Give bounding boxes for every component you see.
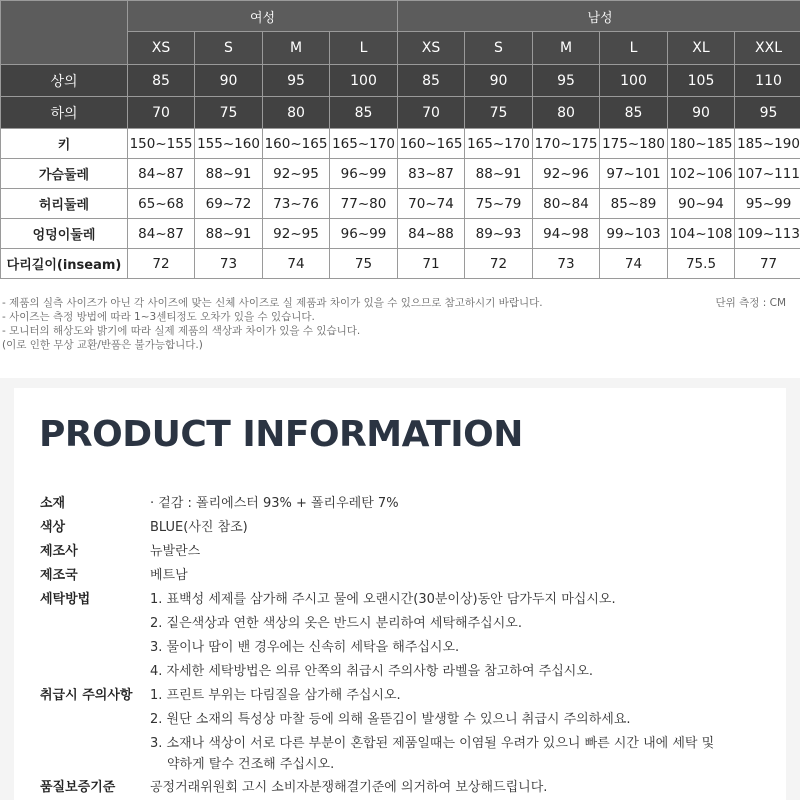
- size-table: [0, 0, 800, 279]
- table-row: [1, 249, 800, 279]
- table-cell: 180~185: [668, 129, 735, 159]
- women-header: 여성: [128, 1, 398, 32]
- row-label: 가슴둘레: [1, 159, 128, 189]
- table-cell: 90: [668, 97, 735, 129]
- row-label: 하의: [1, 97, 128, 129]
- table-cell: 185~190: [735, 129, 800, 159]
- size-header: S: [195, 32, 263, 65]
- info-label: 세탁방법: [40, 592, 91, 607]
- washing-line: 2. 짙은색상과 연한 색상의 옷은 반드시 분리하여 세탁해주십시오.: [150, 616, 522, 631]
- info-label: 색상: [40, 520, 66, 535]
- row-label: 키: [1, 129, 128, 159]
- caution-line: 약하게 탈수 건조해 주십시오.: [167, 757, 335, 772]
- caution-line: 1. 프린트 부위는 다림질을 삼가해 주십시오.: [150, 688, 401, 703]
- corner-cell: [1, 1, 128, 65]
- info-label: 소재: [40, 496, 66, 511]
- men-header: 남성: [398, 1, 800, 32]
- size-header: L: [600, 32, 668, 65]
- table-cell: 84~88: [398, 219, 465, 249]
- table-cell: 102~106: [668, 159, 735, 189]
- info-label: 품질보증기준: [40, 780, 116, 795]
- table-row: [1, 97, 800, 129]
- table-cell: 80: [533, 97, 600, 129]
- row-label: 허리둘레: [1, 189, 128, 219]
- table-cell: 96~99: [330, 159, 398, 189]
- info-value: 베트남: [150, 568, 188, 583]
- table-row: [1, 129, 800, 159]
- row-label: 상의: [1, 65, 128, 97]
- table-cell: 73: [533, 249, 600, 279]
- caution-line: 3. 소재나 색상이 서로 다른 부분이 혼합된 제품일때는 이염될 우려가 있으니 빠른 시간 내에 세탁 및: [150, 736, 715, 751]
- table-cell: 100: [330, 65, 398, 97]
- table-cell: 88~91: [195, 159, 263, 189]
- table-cell: 150~155: [128, 129, 195, 159]
- table-cell: 107~111: [735, 159, 800, 189]
- table-cell: 96~99: [330, 219, 398, 249]
- table-cell: 92~96: [533, 159, 600, 189]
- table-cell: 88~91: [465, 159, 533, 189]
- table-cell: 155~160: [195, 129, 263, 159]
- product-info-card: [14, 388, 786, 800]
- table-cell: 89~93: [465, 219, 533, 249]
- note-line: [0, 296, 800, 310]
- table-cell: 80: [263, 97, 330, 129]
- product-info-title: PRODUCT INFORMATION: [39, 414, 523, 455]
- table-cell: 165~170: [330, 129, 398, 159]
- size-header: S: [465, 32, 533, 65]
- table-cell: 85: [600, 97, 668, 129]
- table-cell: 95: [263, 65, 330, 97]
- table-cell: 95: [735, 97, 800, 129]
- table-row: [1, 189, 800, 219]
- table-cell: 160~165: [398, 129, 465, 159]
- table-cell: 75: [195, 97, 263, 129]
- info-value: · 겉감 : 폴리에스터 93% + 폴리우레탄 7%: [150, 496, 399, 511]
- size-notes: [0, 296, 800, 352]
- table-cell: 100: [600, 65, 668, 97]
- table-cell: 73: [195, 249, 263, 279]
- table-cell: 71: [398, 249, 465, 279]
- info-value: BLUE(사진 참조): [150, 520, 248, 535]
- table-cell: 75~79: [465, 189, 533, 219]
- table-cell: 92~95: [263, 159, 330, 189]
- info-label: 제조국: [40, 568, 78, 583]
- table-cell: 110: [735, 65, 800, 97]
- washing-line: 3. 물이나 땀이 밴 경우에는 신속히 세탁을 해주십시오.: [150, 640, 460, 655]
- size-header: XS: [128, 32, 195, 65]
- table-cell: 160~165: [263, 129, 330, 159]
- table-cell: 175~180: [600, 129, 668, 159]
- table-cell: 83~87: [398, 159, 465, 189]
- info-label: 제조사: [40, 544, 78, 559]
- table-cell: 72: [128, 249, 195, 279]
- size-header: M: [533, 32, 600, 65]
- product-info-panel: [0, 378, 800, 800]
- note-line: - 모니터의 해상도와 밝기에 따라 실제 제품의 색상과 차이가 있을 수 있습니다.: [2, 325, 361, 337]
- table-cell: 75: [330, 249, 398, 279]
- table-cell: 90~94: [668, 189, 735, 219]
- size-header: XXL: [735, 32, 800, 65]
- table-cell: 92~95: [263, 219, 330, 249]
- table-cell: 74: [263, 249, 330, 279]
- table-cell: 105: [668, 65, 735, 97]
- table-cell: 77: [735, 249, 800, 279]
- row-label: 다리길이(inseam): [1, 249, 128, 279]
- unit-label: 단위 측정 : CM: [715, 297, 786, 309]
- info-value: 뉴발란스: [150, 544, 201, 559]
- table-cell: 85: [128, 65, 195, 97]
- table-cell: 95: [533, 65, 600, 97]
- size-header: L: [330, 32, 398, 65]
- table-cell: 84~87: [128, 159, 195, 189]
- table-cell: 80~84: [533, 189, 600, 219]
- table-cell: 170~175: [533, 129, 600, 159]
- table-cell: 65~68: [128, 189, 195, 219]
- table-cell: 70: [128, 97, 195, 129]
- table-cell: 72: [465, 249, 533, 279]
- table-cell: 165~170: [465, 129, 533, 159]
- table-cell: 84~87: [128, 219, 195, 249]
- table-cell: 104~108: [668, 219, 735, 249]
- table-cell: 77~80: [330, 189, 398, 219]
- caution-line: 2. 원단 소재의 특성상 마찰 등에 의해 올뜯김이 발생할 수 있으니 취급시 주의하세요.: [150, 712, 631, 727]
- washing-line: 4. 자세한 세탁방법은 의류 안쪽의 취급시 주의사항 라벨을 참고하여 주십시오.: [150, 664, 594, 679]
- table-cell: 90: [195, 65, 263, 97]
- table-cell: 75: [465, 97, 533, 129]
- table-cell: 88~91: [195, 219, 263, 249]
- washing-line: 1. 표백성 세제를 삼가해 주시고 물에 오랜시간(30분이상)동안 담가두지 마십시오.: [150, 592, 616, 607]
- table-row: [1, 219, 800, 249]
- table-cell: 85: [330, 97, 398, 129]
- table-cell: 70: [398, 97, 465, 129]
- table-cell: 94~98: [533, 219, 600, 249]
- note-line: (이로 인한 무상 교환/반품은 불가능합니다.): [2, 339, 203, 351]
- table-cell: 75.5: [668, 249, 735, 279]
- row-label: 엉덩이둘레: [1, 219, 128, 249]
- table-row: [1, 65, 800, 97]
- table-row: [1, 159, 800, 189]
- table-cell: 109~113: [735, 219, 800, 249]
- table-cell: 99~103: [600, 219, 668, 249]
- note-line: - 사이즈는 측정 방법에 따라 1~3센티정도 오차가 있을 수 있습니다.: [2, 311, 315, 323]
- table-cell: 85~89: [600, 189, 668, 219]
- info-label: 취급시 주의사항: [40, 688, 133, 703]
- table-cell: 69~72: [195, 189, 263, 219]
- size-header: XS: [398, 32, 465, 65]
- table-cell: 70~74: [398, 189, 465, 219]
- note-text: - 제품의 실측 사이즈가 아닌 각 사이즈에 맞는 신체 사이즈로 실 제품과 차이가 있을 수 있으므로 참고하시기 바랍니다.: [2, 297, 543, 309]
- warranty-line: 공정거래위원회 고시 소비자분쟁해결기준에 의거하여 보상해드립니다.: [150, 780, 548, 795]
- size-header: XL: [668, 32, 735, 65]
- table-cell: 97~101: [600, 159, 668, 189]
- table-cell: 73~76: [263, 189, 330, 219]
- size-header: M: [263, 32, 330, 65]
- table-cell: 74: [600, 249, 668, 279]
- table-cell: 95~99: [735, 189, 800, 219]
- table-cell: 90: [465, 65, 533, 97]
- table-cell: 85: [398, 65, 465, 97]
